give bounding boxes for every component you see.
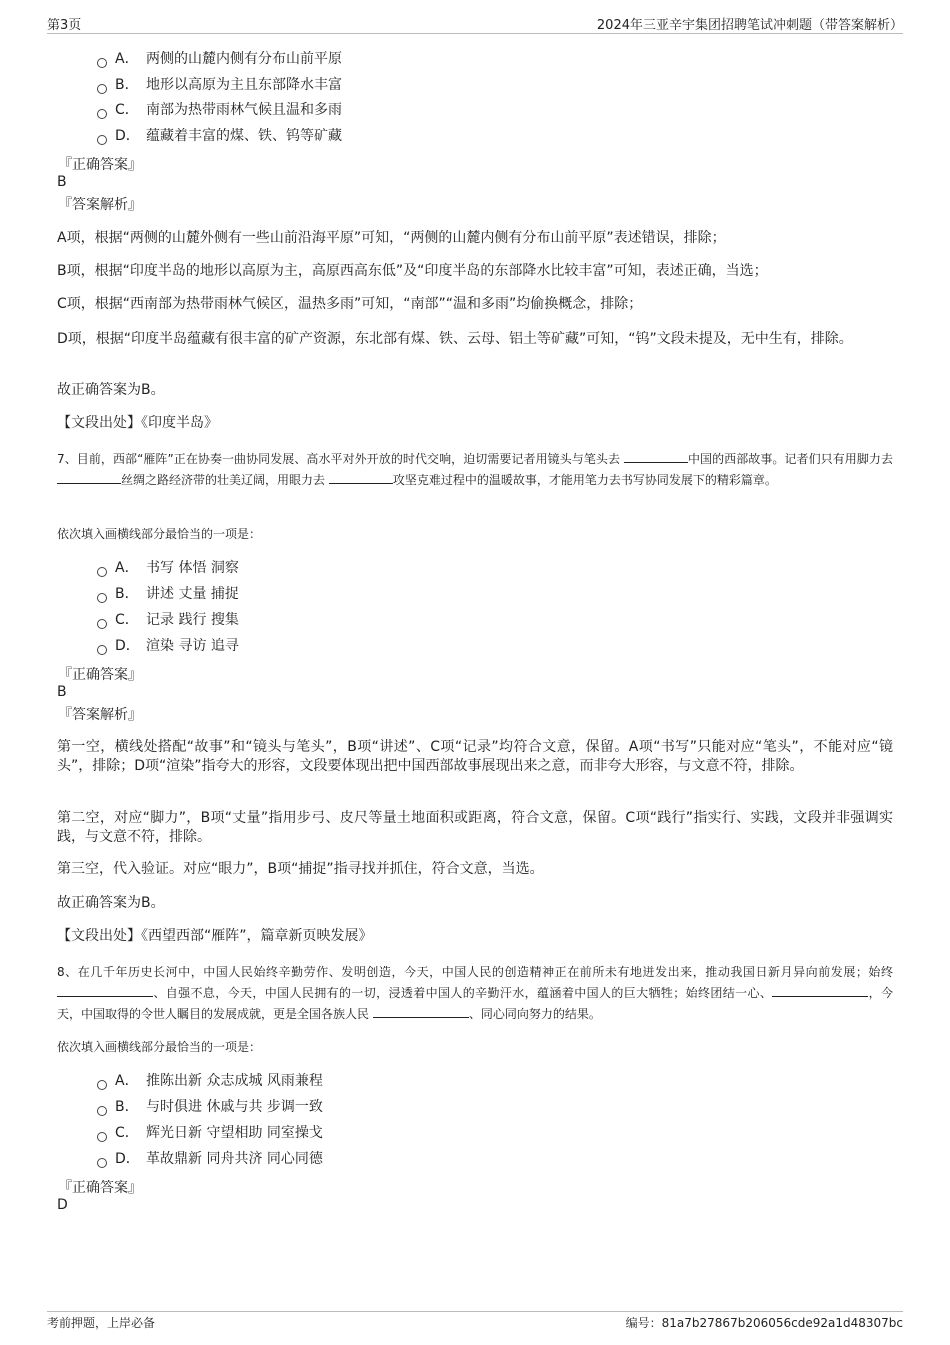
q6-analysis-b: B项，根据“印度半岛的地形以高原为主，高原西高东低”及“印度半岛的东部降水比较丰富”可知，表述正确，当选； <box>57 263 768 279</box>
page-number: 第3页 <box>47 18 82 33</box>
q7-source: 【文段出处】《西望西部“雁阵”，篇章新页映发展》 <box>57 928 373 944</box>
footer-slogan: 考前押题，上岸必备 <box>47 1316 156 1330</box>
q6-analysis-label: 『答案解析』 <box>58 197 142 213</box>
radio-icon[interactable] <box>97 567 107 577</box>
q7-option-d[interactable]: D． 渲染 寻访 追寻 <box>97 636 239 656</box>
radio-icon[interactable] <box>97 58 107 68</box>
q6-option-a[interactable]: A． 两侧的山麓内侧有分布山前平原 <box>97 49 342 69</box>
radio-icon[interactable] <box>97 109 107 119</box>
q8-stem: 8、在几千年历史长河中，中国人民始终辛勤劳作、发明创造，今天，中国人民的创造精神正在前所未有地迸发出来，推动我国日新月异向前发展；始终 、自强不息，今天，中国人民拥有的一切，浸透着中国人的辛勤汗水，蕴涵着中国人的巨大牺牲；始终团结一心、 ，今天，中国取得的令世人瞩目的发展成就，更是全国各族人民 、同心同向努力的结果。 <box>57 965 893 1021</box>
radio-icon[interactable] <box>97 1106 107 1116</box>
blank-2 <box>772 984 868 997</box>
radio-icon[interactable] <box>97 135 107 145</box>
radio-icon[interactable] <box>97 619 107 629</box>
q6-conclusion: 故正确答案为B。 <box>57 382 165 398</box>
q8-option-b[interactable]: B． 与时俱进 休戚与共 步调一致 <box>97 1097 323 1117</box>
blank-3 <box>373 1005 469 1018</box>
q6-answer: B <box>57 174 67 190</box>
q7-analysis-blank3: 第三空，代入验证。对应“眼力”，B项“捕捉”指寻找并抓住，符合文意，当选。 <box>57 861 544 877</box>
q7-prompt: 依次填入画横线部分最恰当的一项是： <box>57 527 262 541</box>
radio-icon[interactable] <box>97 84 107 94</box>
blank-1 <box>57 984 153 997</box>
radio-icon[interactable] <box>97 1080 107 1090</box>
q6-analysis-a: A项，根据“两侧的山麓外侧有一些山前沿海平原”可知，“两侧的山麓内侧有分布山前平原”表述错误，排除； <box>57 230 726 246</box>
q8-answer: D <box>57 1197 68 1213</box>
radio-icon[interactable] <box>97 593 107 603</box>
q7-analysis-label: 『答案解析』 <box>58 707 142 723</box>
blank-2 <box>57 471 121 484</box>
document-code: 编号：81a7b27867b206056cde92a1d48307bc <box>625 1316 903 1330</box>
q7-analysis-blank2: 第二空，对应“脚力”，B项“丈量”指用步弓、皮尺等量土地面积或距离，符合文意，保留。C项“践行”指实行、实践，文段并非强调实践，与文意不符，排除。 <box>57 810 893 845</box>
radio-icon[interactable] <box>97 645 107 655</box>
q7-option-a[interactable]: A． 书写 体悟 洞察 <box>97 558 239 578</box>
q6-answer-label: 『正确答案』 <box>58 157 142 173</box>
q8-option-a[interactable]: A． 推陈出新 众志成城 风雨兼程 <box>97 1071 323 1091</box>
q6-analysis-c: C项，根据“西南部为热带雨林气候区，温热多雨”可知，“南部”“温和多雨”均偷换概念，排除； <box>57 296 643 312</box>
q6-option-b[interactable]: B． 地形以高原为主且东部降水丰富 <box>97 75 342 95</box>
q7-option-c[interactable]: C． 记录 践行 搜集 <box>97 610 239 630</box>
q7-answer: B <box>57 684 67 700</box>
q8-option-d[interactable]: D． 革故鼎新 同舟共济 同心同德 <box>97 1149 323 1169</box>
document-title: 2024年三亚辛宇集团招聘笔试冲刺题（带答案解析） <box>596 18 903 33</box>
q6-option-c[interactable]: C． 南部为热带雨林气候且温和多雨 <box>97 100 342 120</box>
q7-option-b[interactable]: B． 讲述 丈量 捕捉 <box>97 584 239 604</box>
q6-analysis-d: D项，根据“印度半岛蕴藏有很丰富的矿产资源，东北部有煤、铁、云母、铝土等矿藏”可知，“钨”文段未提及，无中生有，排除。 <box>57 331 853 347</box>
q7-stem: 7、目前，西部“雁阵”正在协奏一曲协同发展、高水平对外开放的时代交响，迫切需要记者用镜头与笔头去 中国的西部故事。记者们只有用脚力去 丝绸之路经济带的壮美辽阔，用眼力去 攻坚克难过程中的温暖故事，才能用笔力去书写协同发展下的精彩篇章。 <box>57 452 893 487</box>
header-divider <box>47 33 903 34</box>
q6-source: 【文段出处】《印度半岛》 <box>57 415 218 431</box>
q8-answer-label: 『正确答案』 <box>58 1180 142 1196</box>
radio-icon[interactable] <box>97 1158 107 1168</box>
q8-option-c[interactable]: C． 辉光日新 守望相助 同室操戈 <box>97 1123 323 1143</box>
q6-option-d[interactable]: D． 蕴藏着丰富的煤、铁、钨等矿藏 <box>97 126 342 146</box>
radio-icon[interactable] <box>97 1132 107 1142</box>
footer-divider <box>47 1311 903 1312</box>
blank-1 <box>624 450 688 463</box>
blank-3 <box>329 471 393 484</box>
q7-conclusion: 故正确答案为B。 <box>57 895 165 911</box>
q7-analysis-blank1: 第一空，横线处搭配“故事”和“镜头与笔头”，B项“讲述”、C项“记录”均符合文意，保留。A项“书写”只能对应“笔头”，不能对应“镜头”，排除；D项“渲染”指夸大的形容，文段要体现出把中国西部故事展现出来之意，而非夸大形容，与文意不符，排除。 <box>57 739 893 774</box>
q7-answer-label: 『正确答案』 <box>58 667 142 683</box>
q8-prompt: 依次填入画横线部分最恰当的一项是： <box>57 1040 262 1054</box>
